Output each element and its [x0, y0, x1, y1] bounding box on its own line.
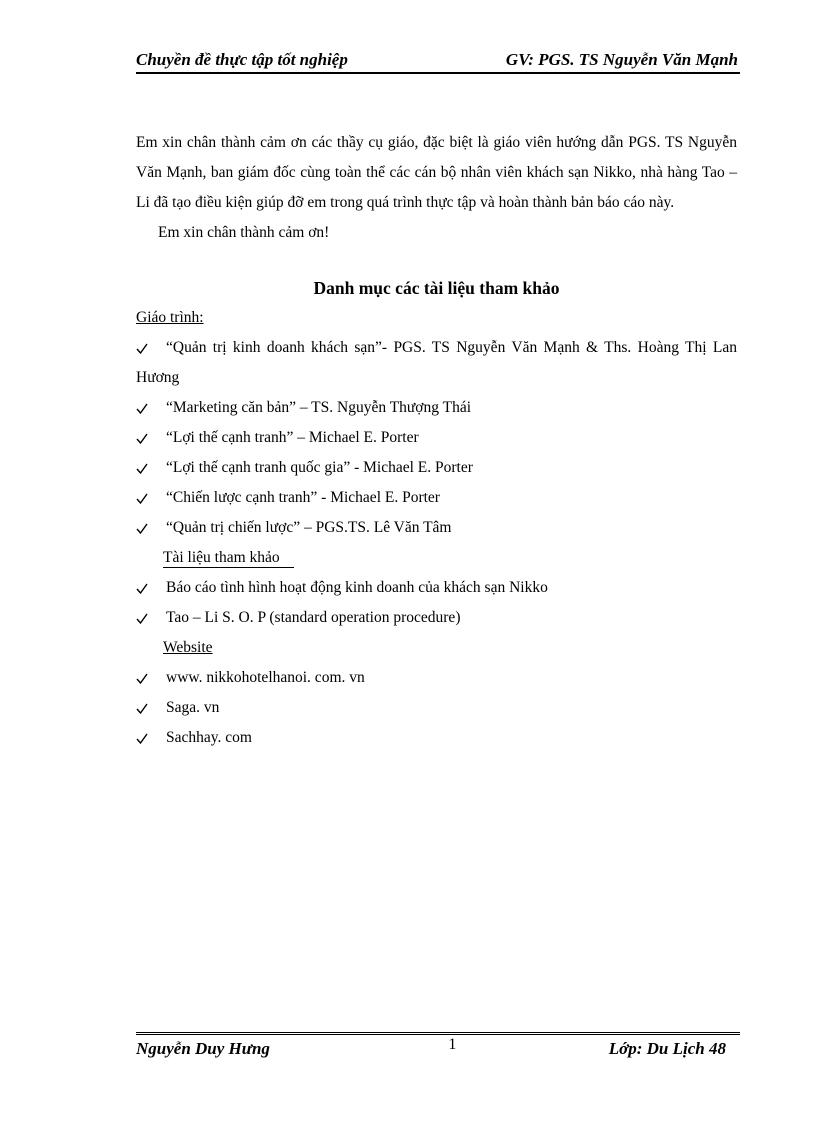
checkmark-icon — [136, 483, 154, 513]
checkmark-icon — [136, 663, 154, 693]
list-item: www. nikkohotelhanoi. com. vn — [136, 663, 737, 693]
checkmark-icon — [136, 423, 154, 453]
checkmark-icon — [136, 393, 154, 423]
checkmark-icon — [136, 573, 154, 603]
checkmark-icon — [136, 603, 154, 633]
list-item: Sachhay. com — [136, 723, 737, 753]
list-item: “Lợi thế cạnh tranh” – Michael E. Porter — [136, 423, 737, 453]
docs-heading: Tài liệu tham khảo — [136, 543, 737, 573]
website-list — [136, 663, 737, 753]
footer-author: Nguyễn Duy Hưng — [136, 1039, 270, 1058]
textbooks-heading: Giáo trình: — [136, 309, 204, 326]
checkmark-icon — [136, 453, 154, 483]
thanks-line: Em xin chân thành cảm ơn! — [158, 224, 330, 241]
checkmark-icon — [136, 333, 154, 363]
list-item: Saga. vn — [136, 693, 737, 723]
checkmark-icon — [136, 723, 154, 753]
references-title: Danh mục các tài liệu tham khảo — [313, 278, 560, 298]
list-item: “Marketing căn bản” – TS. Nguyễn Thượng Thái — [136, 393, 737, 423]
list-item: Báo cáo tình hình hoạt động kinh doanh của khách sạn Nikko — [136, 573, 737, 603]
header-instructor: GV: PGS. TS Nguyễn Văn Mạnh — [505, 50, 738, 69]
page-header — [136, 48, 740, 74]
header-title: Chuyền đề thực tập tốt nghiệp — [136, 50, 348, 69]
list-item: “Quản trị chiến lược” – PGS.TS. Lê Văn Tâm — [136, 513, 737, 543]
page-footer — [136, 1032, 740, 1059]
list-item: “Chiến lược cạnh tranh” - Michael E. Porter — [136, 483, 737, 513]
footer-class: Lớp: Du Lịch 48 — [608, 1039, 726, 1058]
checkmark-icon — [136, 693, 154, 723]
docs-list — [136, 573, 737, 633]
page-body — [136, 128, 737, 753]
page-number: 1 — [448, 1036, 457, 1053]
checkmark-icon — [136, 513, 154, 543]
website-heading: Website — [163, 639, 213, 656]
list-item: Tao – Li S. O. P (standard operation procedure) — [136, 603, 737, 633]
textbooks-list — [136, 333, 737, 543]
list-item: “Quản trị kinh doanh khách sạn”- PGS. TS Nguyễn Văn Mạnh & Ths. Hoàng Thị Lan Hương — [136, 333, 737, 393]
acknowledgement-paragraph: Em xin chân thành cảm ơn các thầy cụ giáo, đặc biệt là giáo viên hướng dẫn PGS. TS Nguyễn Văn Mạnh, ban giám đốc cùng toàn thể các cán bộ nhân viên khách sạn Nikko, nhà hàng Tao – Li đã tạo điều kiện giúp đỡ em trong quá trình thực tập và hoàn thành bản báo cáo này. — [136, 134, 737, 211]
list-item: “Lợi thế cạnh tranh quốc gia” - Michael E. Porter — [136, 453, 737, 483]
